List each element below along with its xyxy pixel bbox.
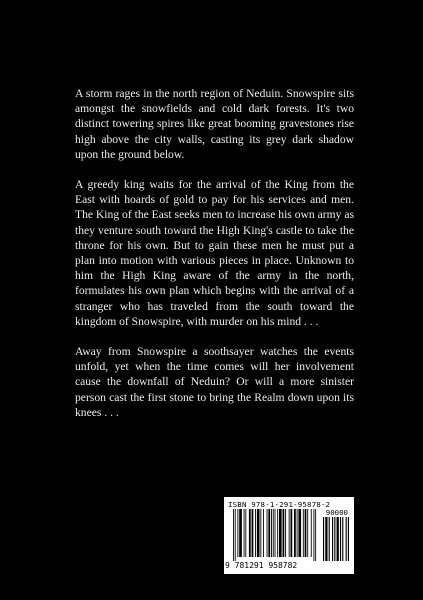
barcode-bar: [245, 509, 246, 557]
barcode-bar: [307, 509, 308, 557]
barcode-bar: [283, 509, 285, 557]
barcode-bar: [348, 517, 349, 561]
barcode-bar: [273, 509, 274, 557]
barcode-bar: [294, 509, 296, 557]
barcode-bar: [289, 509, 290, 557]
isbn-barcode: [224, 497, 354, 574]
barcode-bar: [315, 509, 316, 561]
barcode-bar: [323, 517, 324, 561]
barcode-bar: [342, 517, 343, 561]
barcode-bar: [298, 509, 301, 557]
barcode-bar: [260, 509, 261, 557]
barcode-bar: [311, 509, 312, 557]
barcode-bar: [297, 509, 298, 557]
barcode-bar: [337, 517, 339, 561]
barcode-bar: [275, 509, 276, 557]
isbn-label: ISBN 978-1-291-95878-2: [228, 500, 331, 509]
barcode-bar: [325, 517, 327, 561]
barcode-bar: [279, 509, 282, 557]
blurb-paragraph-2: A greedy king waits for the arrival of the King from the East with hoards of gold to pay for his services and men. The King of the East seeks men to increase his own army as they venture south toward the High King's castle to take the throne for his own. But to gain these men he must put a plan into motion with various pieces in place. Unknown to him the High King aware of the army in the north, formulates his own plan which begins with the arrival of a stranger who has traveled from the south toward the kingdom of Snowspire, with murder on his mind . . .: [75, 178, 354, 328]
barcode-bar: [244, 509, 245, 557]
barcode-bar: [305, 509, 307, 557]
barcode-bar: [285, 509, 286, 557]
barcode-bar: [239, 509, 242, 557]
barcode-bar: [334, 517, 335, 561]
barcode-bar: [235, 509, 236, 561]
barcode-bar: [332, 517, 333, 561]
barcode-bar: [267, 509, 268, 557]
blurb-text: [75, 86, 354, 435]
barcode-bar: [346, 517, 347, 561]
barcode-bar: [303, 509, 304, 557]
price-code: 90000: [325, 508, 348, 517]
barcode-bars-addon: [323, 517, 349, 561]
barcode-bar: [277, 509, 278, 557]
barcode-bar: [233, 509, 234, 561]
barcode-bars-main: [233, 509, 317, 561]
barcode-bar: [290, 509, 292, 557]
barcode-bar: [263, 509, 264, 557]
barcode-bar: [313, 509, 314, 561]
blurb-paragraph-3: Away from Snowspire a soothsayer watches the events unfold, yet when the time comes will her involvement cause the downfall of Neduin? Or will a more sinister person cast the first stone to bring the Realm down upon its knees . . .: [75, 345, 354, 419]
ean-digits: 9 781291 958782: [225, 561, 298, 570]
barcode-bar: [237, 509, 238, 557]
blurb-paragraph-1: A storm rages in the north region of Neduin. Snowspire sits amongst the snowfields and cold dark forests. It's two distinct towering spires like great booming gravestones rise high above the city walls, casting its grey dark shadow upon the ground below.: [75, 87, 354, 161]
barcode-bar: [249, 509, 251, 557]
barcode-bar: [340, 517, 341, 561]
barcode-bar: [329, 517, 330, 561]
barcode-bar: [252, 509, 254, 557]
barcode-bar: [257, 509, 260, 557]
barcode-bar: [255, 509, 256, 557]
barcode-bar: [271, 509, 272, 557]
barcode-bar: [268, 509, 270, 557]
